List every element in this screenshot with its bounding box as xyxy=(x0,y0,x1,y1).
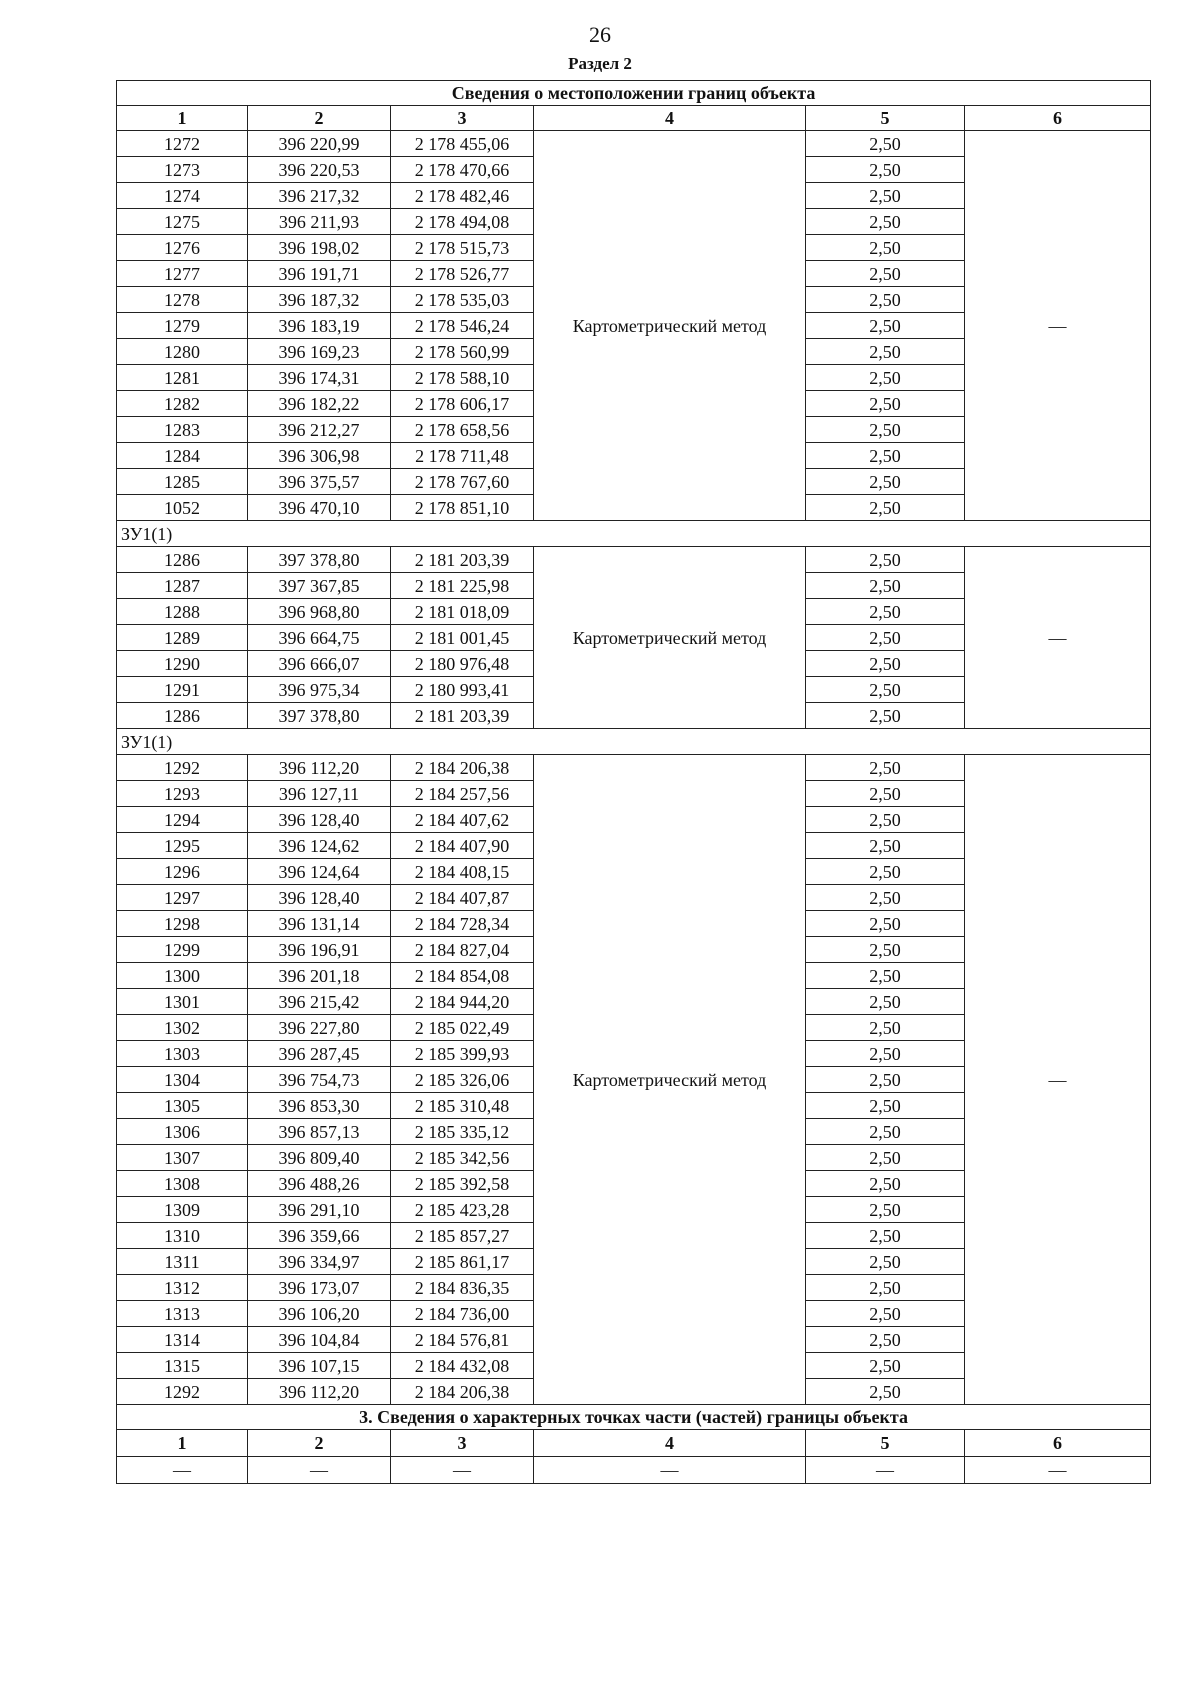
coord-x: 396 104,84 xyxy=(248,1327,391,1353)
coord-y: 2 181 203,39 xyxy=(391,703,534,729)
column-header: 6 xyxy=(965,106,1151,131)
accuracy: 2,50 xyxy=(806,859,965,885)
coord-y: 2 184 854,08 xyxy=(391,963,534,989)
coord-y: 2 184 736,00 xyxy=(391,1301,534,1327)
accuracy: 2,50 xyxy=(806,1067,965,1093)
table-title: Сведения о местоположении границ объекта xyxy=(117,81,1151,106)
coord-y: 2 184 407,62 xyxy=(391,807,534,833)
coord-y: 2 184 836,35 xyxy=(391,1275,534,1301)
column-header: 5 xyxy=(806,1430,965,1457)
group-label: ЗУ1(1) xyxy=(117,521,1151,547)
accuracy: 2,50 xyxy=(806,313,965,339)
accuracy: 2,50 xyxy=(806,1119,965,1145)
coord-y: 2 184 576,81 xyxy=(391,1327,534,1353)
point-number: 1293 xyxy=(117,781,248,807)
coord-x: 397 367,85 xyxy=(248,573,391,599)
coord-x: 396 488,26 xyxy=(248,1171,391,1197)
coord-y: 2 178 546,24 xyxy=(391,313,534,339)
point-number: 1284 xyxy=(117,443,248,469)
point-number: 1275 xyxy=(117,209,248,235)
section3-table xyxy=(116,1429,1151,1484)
coord-y: 2 180 993,41 xyxy=(391,677,534,703)
coord-x: 396 124,62 xyxy=(248,833,391,859)
coord-x: 396 220,99 xyxy=(248,131,391,157)
coord-x: 396 291,10 xyxy=(248,1197,391,1223)
point-number: 1309 xyxy=(117,1197,248,1223)
accuracy: 2,50 xyxy=(806,495,965,521)
point-number: 1052 xyxy=(117,495,248,521)
coord-y: 2 185 392,58 xyxy=(391,1171,534,1197)
coord-x: 396 217,32 xyxy=(248,183,391,209)
col6-cell: — xyxy=(965,547,1151,729)
coord-y: 2 184 407,90 xyxy=(391,833,534,859)
point-number: 1274 xyxy=(117,183,248,209)
col6-cell: — xyxy=(965,755,1151,1405)
coord-y: 2 181 001,45 xyxy=(391,625,534,651)
coord-y: 2 178 851,10 xyxy=(391,495,534,521)
coord-x: 396 664,75 xyxy=(248,625,391,651)
method-cell: Картометрический метод xyxy=(534,547,806,729)
accuracy: 2,50 xyxy=(806,443,965,469)
empty-cell: — xyxy=(391,1457,534,1484)
point-number: 1282 xyxy=(117,391,248,417)
point-number: 1278 xyxy=(117,287,248,313)
accuracy: 2,50 xyxy=(806,573,965,599)
column-header: 1 xyxy=(117,106,248,131)
point-number: 1273 xyxy=(117,157,248,183)
coord-x: 396 306,98 xyxy=(248,443,391,469)
coord-y: 2 178 560,99 xyxy=(391,339,534,365)
accuracy: 2,50 xyxy=(806,1353,965,1379)
accuracy: 2,50 xyxy=(806,365,965,391)
accuracy: 2,50 xyxy=(806,287,965,313)
coord-x: 396 183,19 xyxy=(248,313,391,339)
point-number: 1287 xyxy=(117,573,248,599)
point-number: 1288 xyxy=(117,599,248,625)
point-number: 1292 xyxy=(117,755,248,781)
accuracy: 2,50 xyxy=(806,1197,965,1223)
point-number: 1301 xyxy=(117,989,248,1015)
accuracy: 2,50 xyxy=(806,755,965,781)
point-number: 1279 xyxy=(117,313,248,339)
point-number: 1280 xyxy=(117,339,248,365)
coord-y: 2 181 018,09 xyxy=(391,599,534,625)
point-number: 1302 xyxy=(117,1015,248,1041)
accuracy: 2,50 xyxy=(806,183,965,209)
point-number: 1312 xyxy=(117,1275,248,1301)
section-title: Раздел 2 xyxy=(568,54,632,73)
table-title-row xyxy=(117,81,1151,106)
column-header: 4 xyxy=(534,106,806,131)
point-number: 1314 xyxy=(117,1327,248,1353)
coord-x: 396 968,80 xyxy=(248,599,391,625)
point-number: 1300 xyxy=(117,963,248,989)
coord-y: 2 185 335,12 xyxy=(391,1119,534,1145)
accuracy: 2,50 xyxy=(806,157,965,183)
table-row xyxy=(117,755,1151,781)
coord-x: 396 220,53 xyxy=(248,157,391,183)
coord-y: 2 178 515,73 xyxy=(391,235,534,261)
accuracy: 2,50 xyxy=(806,1327,965,1353)
coord-x: 396 169,23 xyxy=(248,339,391,365)
coord-y: 2 184 944,20 xyxy=(391,989,534,1015)
coord-y: 2 185 326,06 xyxy=(391,1067,534,1093)
accuracy: 2,50 xyxy=(806,885,965,911)
table-row xyxy=(117,131,1151,157)
coord-x: 396 124,64 xyxy=(248,859,391,885)
coord-y: 2 178 588,10 xyxy=(391,365,534,391)
accuracy: 2,50 xyxy=(806,339,965,365)
accuracy: 2,50 xyxy=(806,1275,965,1301)
coord-x: 397 378,80 xyxy=(248,547,391,573)
coord-y: 2 180 976,48 xyxy=(391,651,534,677)
coord-y: 2 185 022,49 xyxy=(391,1015,534,1041)
coord-y: 2 178 455,06 xyxy=(391,131,534,157)
column-header: 2 xyxy=(248,1430,391,1457)
accuracy: 2,50 xyxy=(806,937,965,963)
coord-x: 396 809,40 xyxy=(248,1145,391,1171)
coord-y: 2 181 225,98 xyxy=(391,573,534,599)
empty-cell: — xyxy=(117,1457,248,1484)
accuracy: 2,50 xyxy=(806,1145,965,1171)
point-number: 1307 xyxy=(117,1145,248,1171)
accuracy: 2,50 xyxy=(806,1223,965,1249)
table-row xyxy=(117,1457,1151,1484)
coord-y: 2 184 827,04 xyxy=(391,937,534,963)
coord-y: 2 184 728,34 xyxy=(391,911,534,937)
point-number: 1291 xyxy=(117,677,248,703)
coord-y: 2 185 857,27 xyxy=(391,1223,534,1249)
accuracy: 2,50 xyxy=(806,781,965,807)
coord-x: 396 375,57 xyxy=(248,469,391,495)
coord-x: 396 106,20 xyxy=(248,1301,391,1327)
method-cell: Картометрический метод xyxy=(534,131,806,521)
point-number: 1286 xyxy=(117,547,248,573)
method-cell: Картометрический метод xyxy=(534,755,806,1405)
point-number: 1281 xyxy=(117,365,248,391)
coord-x: 396 128,40 xyxy=(248,807,391,833)
coord-x: 396 287,45 xyxy=(248,1041,391,1067)
empty-cell: — xyxy=(806,1457,965,1484)
accuracy: 2,50 xyxy=(806,911,965,937)
section3-header-row xyxy=(117,1430,1151,1457)
accuracy: 2,50 xyxy=(806,209,965,235)
coord-x: 396 853,30 xyxy=(248,1093,391,1119)
coord-y: 2 184 408,15 xyxy=(391,859,534,885)
accuracy: 2,50 xyxy=(806,547,965,573)
coord-y: 2 184 206,38 xyxy=(391,1379,534,1405)
point-number: 1304 xyxy=(117,1067,248,1093)
point-number: 1313 xyxy=(117,1301,248,1327)
point-number: 1311 xyxy=(117,1249,248,1275)
table-row xyxy=(117,547,1151,573)
point-number: 1310 xyxy=(117,1223,248,1249)
coord-x: 397 378,80 xyxy=(248,703,391,729)
column-header: 2 xyxy=(248,106,391,131)
coord-x: 396 754,73 xyxy=(248,1067,391,1093)
accuracy: 2,50 xyxy=(806,235,965,261)
point-number: 1298 xyxy=(117,911,248,937)
point-number: 1276 xyxy=(117,235,248,261)
accuracy: 2,50 xyxy=(806,391,965,417)
point-number: 1292 xyxy=(117,1379,248,1405)
coord-x: 396 857,13 xyxy=(248,1119,391,1145)
coord-y: 2 178 482,46 xyxy=(391,183,534,209)
point-number: 1297 xyxy=(117,885,248,911)
coord-x: 396 131,14 xyxy=(248,911,391,937)
coord-x: 396 211,93 xyxy=(248,209,391,235)
point-number: 1305 xyxy=(117,1093,248,1119)
coord-y: 2 178 494,08 xyxy=(391,209,534,235)
coord-y: 2 184 407,87 xyxy=(391,885,534,911)
accuracy: 2,50 xyxy=(806,833,965,859)
coord-x: 396 975,34 xyxy=(248,677,391,703)
column-header: 5 xyxy=(806,106,965,131)
coord-y: 2 178 526,77 xyxy=(391,261,534,287)
point-number: 1290 xyxy=(117,651,248,677)
coord-y: 2 178 470,66 xyxy=(391,157,534,183)
col6-cell: — xyxy=(965,131,1151,521)
accuracy: 2,50 xyxy=(806,651,965,677)
column-header: 1 xyxy=(117,1430,248,1457)
accuracy: 2,50 xyxy=(806,469,965,495)
accuracy: 2,50 xyxy=(806,1041,965,1067)
accuracy: 2,50 xyxy=(806,677,965,703)
coord-x: 396 227,80 xyxy=(248,1015,391,1041)
point-number: 1285 xyxy=(117,469,248,495)
coord-x: 396 212,27 xyxy=(248,417,391,443)
coord-y: 2 178 767,60 xyxy=(391,469,534,495)
accuracy: 2,50 xyxy=(806,1379,965,1405)
group-label-row xyxy=(117,729,1151,755)
coord-y: 2 184 432,08 xyxy=(391,1353,534,1379)
group-label: ЗУ1(1) xyxy=(117,729,1151,755)
coord-x: 396 174,31 xyxy=(248,365,391,391)
coord-y: 2 185 310,48 xyxy=(391,1093,534,1119)
accuracy: 2,50 xyxy=(806,1171,965,1197)
accuracy: 2,50 xyxy=(806,1015,965,1041)
section3-title: 3. Сведения о характерных точках части (частей) границы объекта xyxy=(117,1405,1151,1430)
coord-y: 2 185 399,93 xyxy=(391,1041,534,1067)
coord-x: 396 112,20 xyxy=(248,1379,391,1405)
point-number: 1306 xyxy=(117,1119,248,1145)
coord-x: 396 470,10 xyxy=(248,495,391,521)
point-number: 1283 xyxy=(117,417,248,443)
empty-cell: — xyxy=(965,1457,1151,1484)
coord-x: 396 359,66 xyxy=(248,1223,391,1249)
point-number: 1308 xyxy=(117,1171,248,1197)
accuracy: 2,50 xyxy=(806,1301,965,1327)
empty-cell: — xyxy=(534,1457,806,1484)
column-header-row xyxy=(117,106,1151,131)
accuracy: 2,50 xyxy=(806,963,965,989)
coord-x: 396 191,71 xyxy=(248,261,391,287)
coord-y: 2 185 342,56 xyxy=(391,1145,534,1171)
point-number: 1272 xyxy=(117,131,248,157)
coord-x: 396 187,32 xyxy=(248,287,391,313)
accuracy: 2,50 xyxy=(806,1249,965,1275)
coord-x: 396 666,07 xyxy=(248,651,391,677)
accuracy: 2,50 xyxy=(806,261,965,287)
point-number: 1299 xyxy=(117,937,248,963)
accuracy: 2,50 xyxy=(806,131,965,157)
coord-x: 396 334,97 xyxy=(248,1249,391,1275)
point-number: 1295 xyxy=(117,833,248,859)
point-number: 1277 xyxy=(117,261,248,287)
coord-x: 396 128,40 xyxy=(248,885,391,911)
empty-cell: — xyxy=(248,1457,391,1484)
coord-y: 2 178 658,56 xyxy=(391,417,534,443)
column-header: 6 xyxy=(965,1430,1151,1457)
coord-y: 2 178 606,17 xyxy=(391,391,534,417)
group-label-row xyxy=(117,521,1151,547)
coord-x: 396 196,91 xyxy=(248,937,391,963)
coord-y: 2 178 535,03 xyxy=(391,287,534,313)
coord-x: 396 107,15 xyxy=(248,1353,391,1379)
coord-y: 2 185 861,17 xyxy=(391,1249,534,1275)
accuracy: 2,50 xyxy=(806,599,965,625)
point-number: 1315 xyxy=(117,1353,248,1379)
point-number: 1294 xyxy=(117,807,248,833)
coord-x: 396 173,07 xyxy=(248,1275,391,1301)
coord-x: 396 215,42 xyxy=(248,989,391,1015)
accuracy: 2,50 xyxy=(806,625,965,651)
page-number: 26 xyxy=(589,22,611,47)
coord-y: 2 184 206,38 xyxy=(391,755,534,781)
accuracy: 2,50 xyxy=(806,703,965,729)
point-number: 1289 xyxy=(117,625,248,651)
column-header: 3 xyxy=(391,106,534,131)
coord-x: 396 201,18 xyxy=(248,963,391,989)
coord-x: 396 182,22 xyxy=(248,391,391,417)
accuracy: 2,50 xyxy=(806,1093,965,1119)
column-header: 3 xyxy=(391,1430,534,1457)
column-header: 4 xyxy=(534,1430,806,1457)
coord-x: 396 127,11 xyxy=(248,781,391,807)
point-number: 1303 xyxy=(117,1041,248,1067)
accuracy: 2,50 xyxy=(806,417,965,443)
point-number: 1296 xyxy=(117,859,248,885)
point-number: 1286 xyxy=(117,703,248,729)
section3-title-row xyxy=(117,1405,1151,1430)
accuracy: 2,50 xyxy=(806,807,965,833)
boundary-table xyxy=(116,80,1151,1430)
coord-x: 396 198,02 xyxy=(248,235,391,261)
coord-y: 2 185 423,28 xyxy=(391,1197,534,1223)
coord-x: 396 112,20 xyxy=(248,755,391,781)
accuracy: 2,50 xyxy=(806,989,965,1015)
coord-y: 2 181 203,39 xyxy=(391,547,534,573)
coord-y: 2 178 711,48 xyxy=(391,443,534,469)
coord-y: 2 184 257,56 xyxy=(391,781,534,807)
